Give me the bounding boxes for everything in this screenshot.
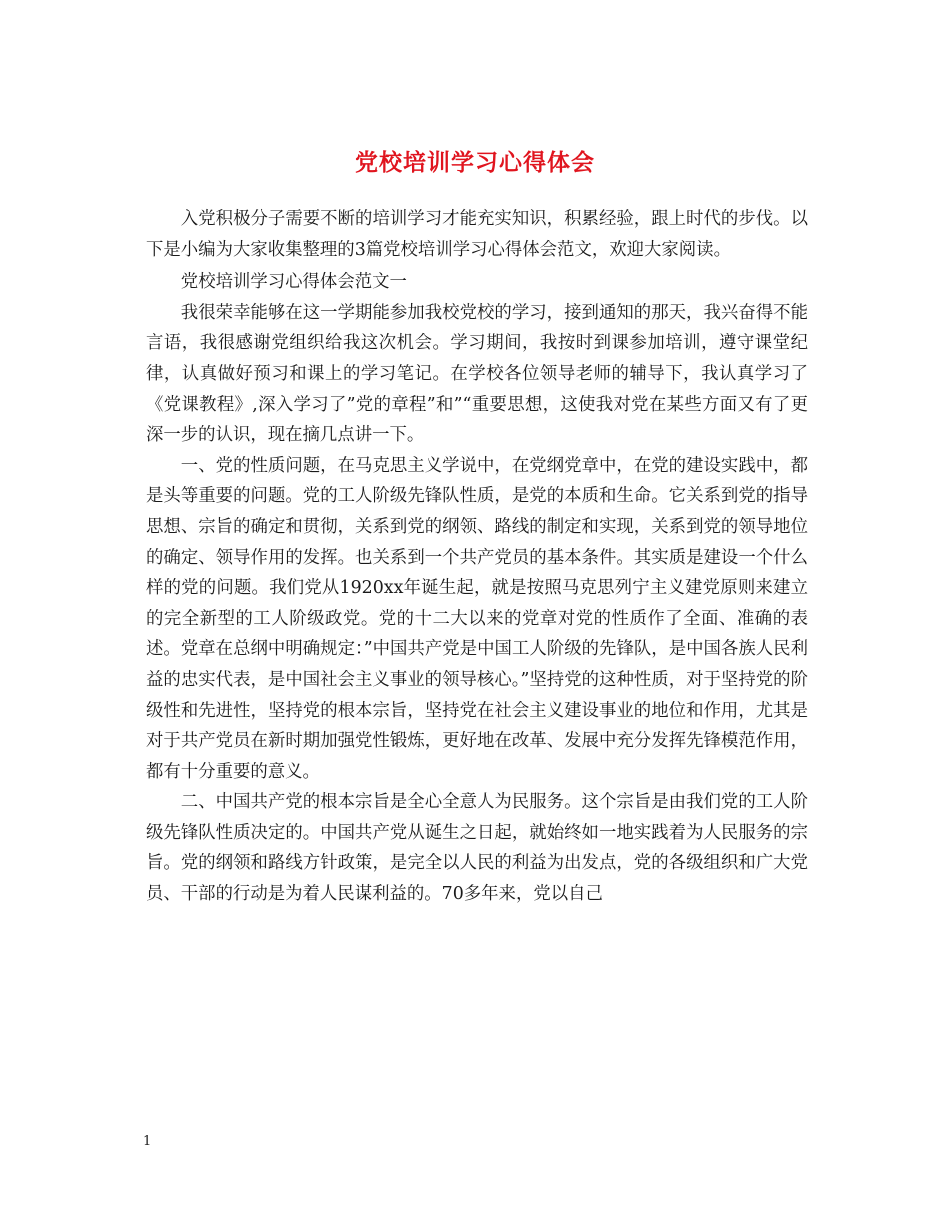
body-paragraph: 二、中国共产党的根本宗旨是全心全意人为民服务。这个宗旨是由我们党的工人阶级先锋队性质决定的。中国共产党从诞生之日起，就始终如一地实践着为人民服务的宗旨。党的纲领和路线方针政策，是完全以人民的利益为出发点，党的各级组织和广大党员、干部的行动是为着人民谋利益的。70多年来，党以自己 [146, 792, 808, 905]
page-number: 1 [143, 1134, 152, 1149]
document-body [146, 204, 808, 910]
body-paragraph: 我很荣幸能够在这一学期能参加我校党校的学习，接到通知的那天，我兴奋得不能言语，我很感谢党组织给我这次机会。学习期间，我按时到课参加培训，遵守课堂纪律，认真做好预习和课上的学习笔记。在学校各位领导老师的辅导下，我认真学习了《党课教程》,深入学习了”党的章程”和”“重要思想，这使我对党在某些方面又有了更深一步的认识，现在摘几点讲一下。 [146, 302, 808, 446]
section-heading: 党校培训学习心得体会范文一 [180, 272, 407, 293]
intro-paragraph: 入党积极分子需要不断的培训学习才能充实知识，积累经验，跟上时代的步伐。以下是小编为大家收集整理的3篇党校培训学习心得体会范文，欢迎大家阅读。 [146, 209, 808, 260]
body-paragraph: 一、党的性质问题，在马克思主义学说中，在党纲党章中，在党的建设实践中，都是头等重要的问题。党的工人阶级先锋队性质，是党的本质和生命。它关系到党的指导思想、宗旨的确定和贯彻，关系到党的纲领、路线的制定和实现，关系到党的领导地位的确定、领导作用的发挥。也关系到一个共产党员的基本条件。其实质是建设一个什么样的党的问题。我们党从1920xx年诞生起，就是按照马克思列宁主义建党原则来建立的完全新型的工人阶级政党。党的十二大以来的党章对党的性质作了全面、准确的表述。党章在总纲中明确规定：”中国共产党是中国工人阶级的先锋队，是中国各族人民利益的忠实代表，是中国社会主义事业的领导核心。”坚持党的这种性质，对于坚持党的阶级性和先进性，坚持党的根本宗旨，坚持党在社会主义建设事业的地位和作用，尤其是对于共产党员在新时期加强党性锻炼，更好地在改革、发展中充分发挥先锋模范作用，都有十分重要的意义。 [146, 455, 808, 782]
page-title: 党校培训学习心得体会 [355, 149, 595, 177]
